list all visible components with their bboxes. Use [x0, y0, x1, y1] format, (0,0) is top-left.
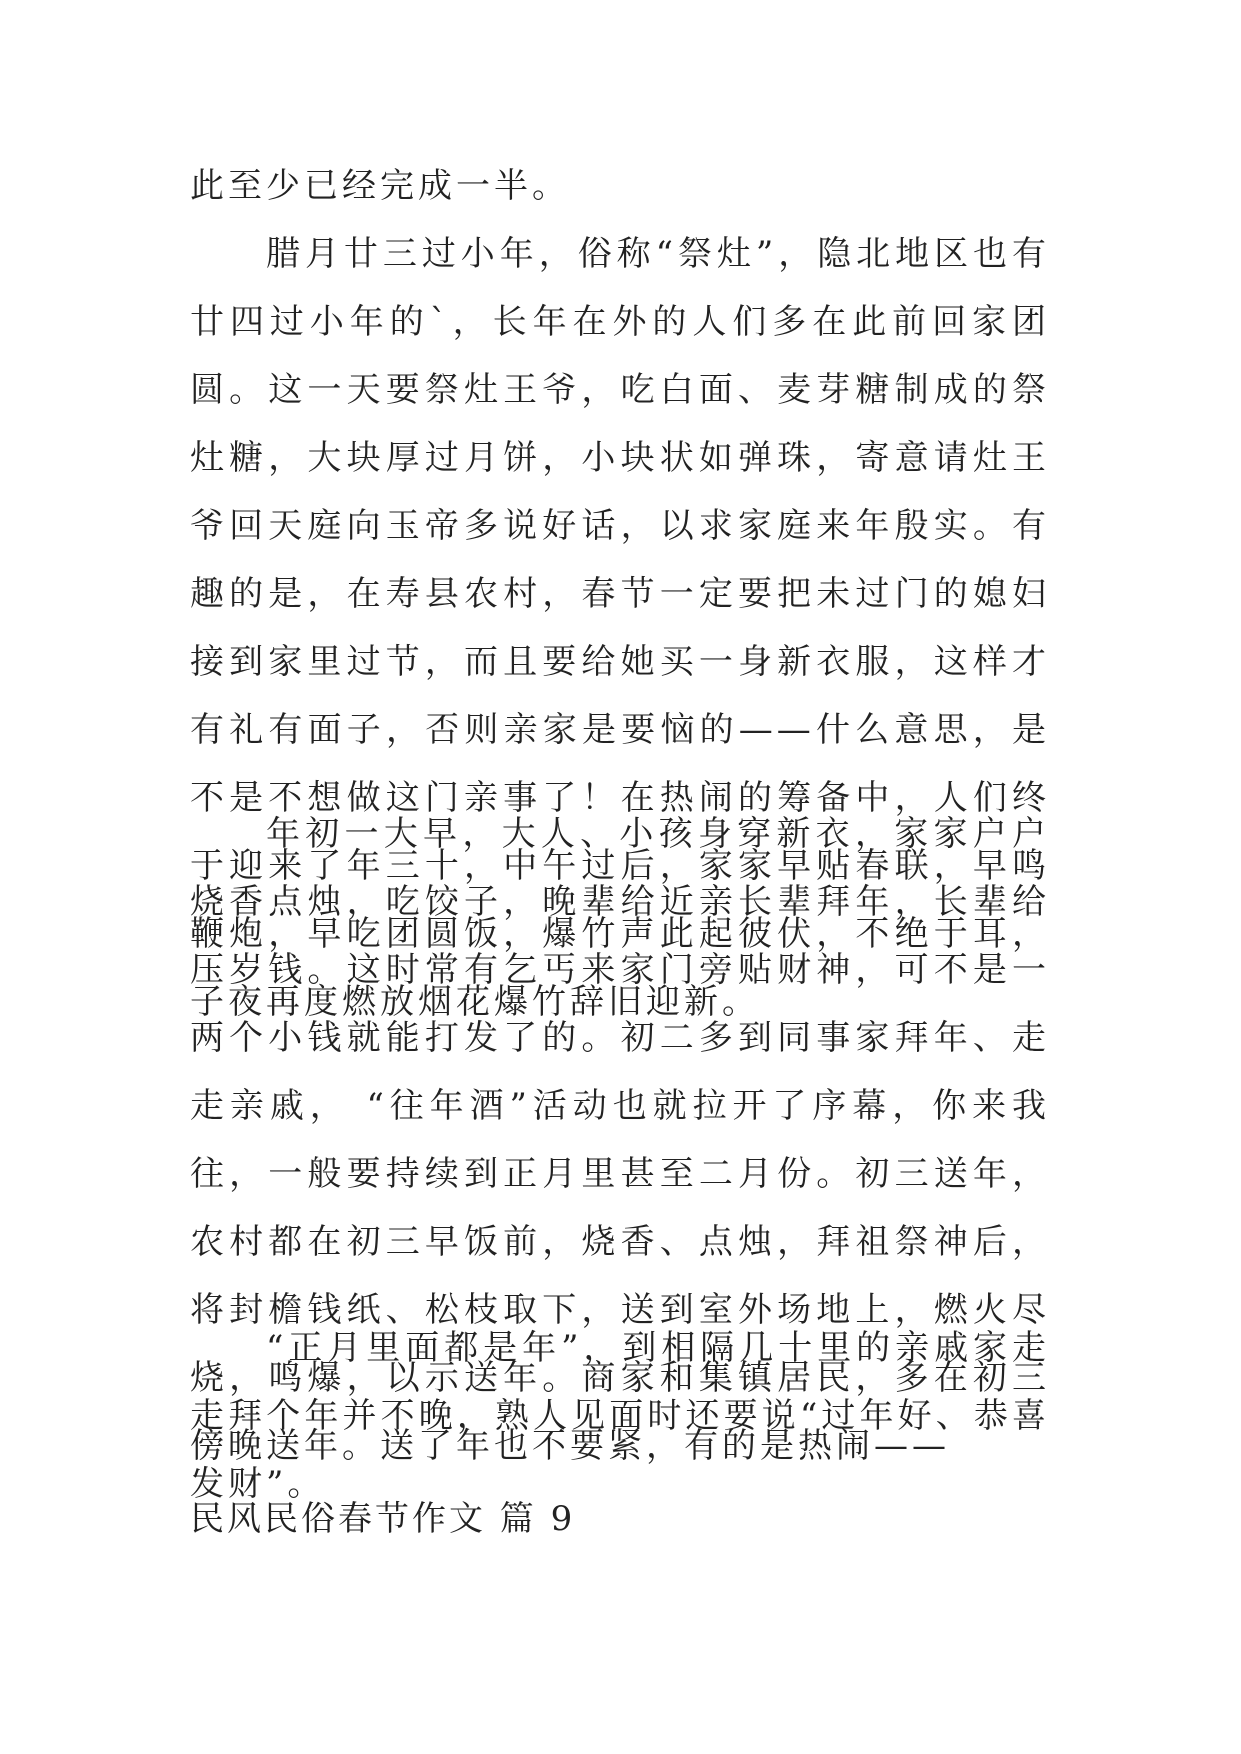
paragraph-continuation: 此至少已经完成一半。: [190, 166, 570, 206]
section-heading: 民风民俗春节作文 篇 9: [190, 1499, 576, 1539]
paragraph-first-month: “正月里面都是年”，到相隔几十里的亲戚家走走拜个年并不晚，熟人见面时还要说“过年好、恭喜发财”。: [190, 1328, 1050, 1504]
paragraph-xiaonian: 腊月廿三过小年，俗称“祭灶”，隐北地区也有廿四过小年的`，长年在外的人们多在此前回家团圆。这一天要祭灶王爷，吃白面、麦芽糖制成的祭灶糖，大块厚过月饼，小块状如弹珠，寄意请灶王爷回天庭向玉帝多说好话，以求家庭来年殷实。有趣的是，在寿县农村，春节一定要把未过门的媳妇接到家里过节，而且要给她买一身新衣服，这样才有礼有面子，否则亲家是要恼的——什么意思，是不是不想做这门亲事了！在热闹的筹备中，人们终于迎来了年三十，中午过后，家家早贴春联，早鸣鞭炮，早吃团圆饭，爆竹声此起彼伏，不绝于耳，子夜再度燃放烟花爆竹辞旧迎新。: [190, 234, 1050, 1022]
paragraph-new-year-day: 年初一大早，大人、小孩身穿新衣，家家户户烧香点烛，吃饺子，晚辈给近亲长辈拜年，长辈给压岁钱。这时常有乞丐来家门旁贴财神，可不是一两个小钱就能打发了的。初二多到同事家拜年、走走亲戚， “往年酒”活动也就拉开了序幕，你来我往，一般要持续到正月里甚至二月份。初三送年，农村都在初三早饭前，烧香、点烛，拜祖祭神后，将封檐钱纸、松枝取下，送到室外场地上，燃火尽烧，鸣爆，以示送年。商家和集镇居民，多在初三傍晚送年。送了年也不要紧，有的是热闹——: [190, 814, 1050, 1466]
